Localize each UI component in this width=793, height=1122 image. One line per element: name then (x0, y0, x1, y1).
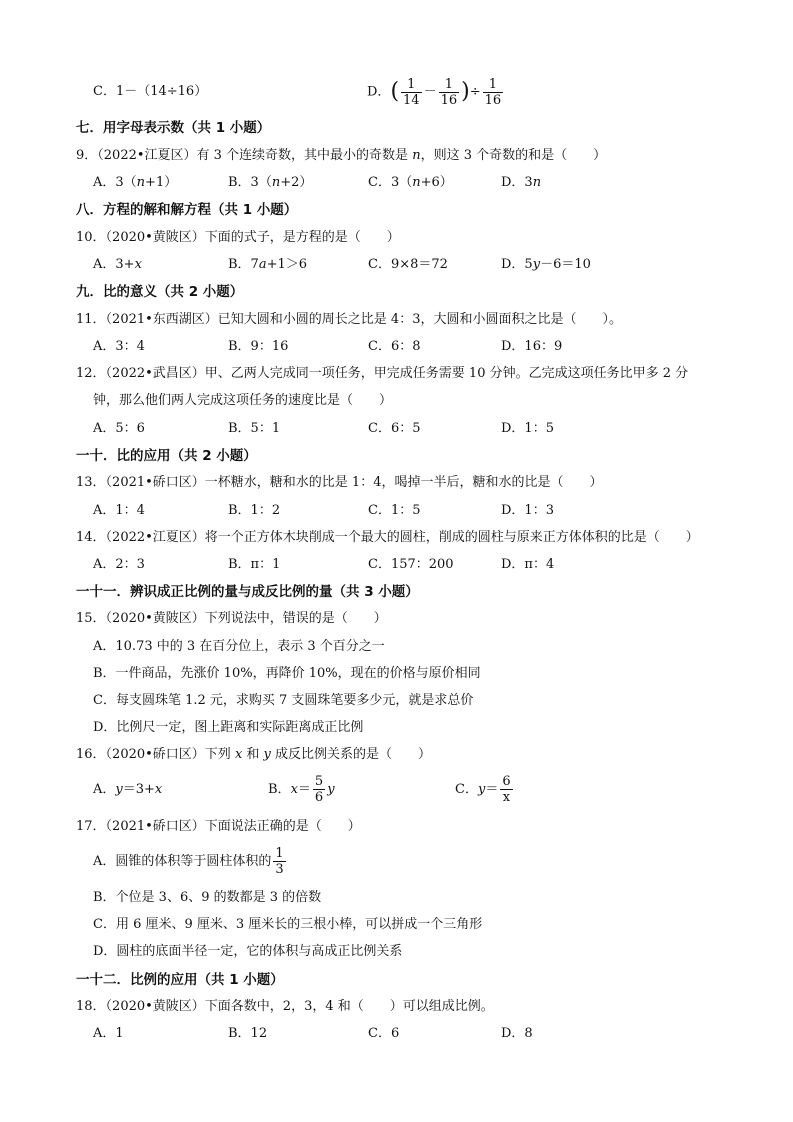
section-heading-12: 一十二．比例的应用（共 1 小题） (76, 972, 284, 988)
q14-option-c: C．157：200 (368, 557, 454, 572)
q11-option-b: B．9：16 (228, 339, 289, 354)
q13-option-a: A．1：4 (93, 503, 145, 518)
question-18-stem: 18．（2020•黄陂区）下面各数中，2，3，4 和（ ）可以组成比例。 (76, 999, 494, 1014)
q14-option-a: A．2：3 (93, 557, 145, 572)
q8-option-c: C．1－（14÷16） (93, 84, 208, 99)
question-11-stem: 11．（2021•东西湖区）已知大圆和小圆的周长之比是 4：3，大圆和小圆面积之比是（ ）。 (76, 312, 622, 327)
q17-option-a: A．圆锥的体积等于圆柱体积的 $\frac{1}{3}$ (93, 846, 284, 877)
q13-option-b: B．1：2 (228, 503, 281, 518)
q11-option-d: D．16：9 (501, 339, 563, 354)
question-14-stem: 14．（2022•江夏区）将一个正方体木块削成一个最大的圆柱，削成的圆柱与原来正方体体积的比是（ ） (76, 530, 699, 545)
q13-option-c: C．1：5 (368, 503, 421, 518)
q18-option-b: B．12 (228, 1026, 268, 1041)
q15-option-b: B．一件商品，先涨价 10%，再降价 10%，现在的价格与原价相同 (93, 666, 481, 681)
q10-option-b: B．7a+1＞6 (228, 257, 308, 272)
q12-option-d: D．1：5 (501, 421, 554, 436)
fraction: $\frac{1}{16}$ (484, 76, 502, 108)
fraction: $\frac{1}{3}$ (275, 846, 284, 877)
q9-option-d: D．3n (501, 175, 542, 190)
fraction: $\frac{5}{6}$ (314, 774, 324, 805)
q18-option-c: C．6 (368, 1026, 400, 1041)
section-heading-11: 一十一．辨识成正比例的量与成反比例的量（共 3 小题） (76, 584, 419, 600)
q12-option-b: B．5：1 (228, 421, 281, 436)
q13-option-d: D．1：3 (501, 503, 554, 518)
q18-option-d: D．8 (501, 1026, 533, 1041)
question-10-stem: 10．（2020•黄陂区）下面的式子，是方程的是（ ） (76, 230, 400, 245)
q16-option-b: B．x＝ $\frac{5}{6}$ y (268, 774, 335, 805)
question-13-stem: 13．（2021•硚口区）一杯糖水，糖和水的比是 1：4，喝掉一半后，糖和水的比是（ ） (76, 475, 603, 490)
section-heading-9: 九．比的意义（共 2 小题） (76, 284, 244, 300)
q16-option-a: A．y＝3+x (93, 782, 163, 797)
q12-option-c: C．6：5 (368, 421, 421, 436)
q15-option-d: D．比例尺一定，图上距离和实际距离成正比例 (93, 720, 364, 735)
fraction: $\frac{6}{x}$ (502, 774, 511, 805)
section-heading-8: 八．方程的解和解方程（共 1 小题） (76, 202, 298, 218)
q15-option-c: C．每支圆珠笔 1.2 元，求购买 7 支圆珠笔要多少元，就是求总价 (93, 693, 474, 708)
q9-option-c: C．3（n+6） (368, 175, 453, 190)
q12-option-a: A．5：6 (93, 421, 145, 436)
q11-option-a: A．3：4 (93, 339, 145, 354)
q11-option-c: C．6：8 (368, 339, 421, 354)
q18-option-a: A．1 (93, 1026, 124, 1041)
q17-option-b: B．个位是 3、6、9 的数都是 3 的倍数 (93, 890, 322, 905)
section-heading-10: 一十．比的应用（共 2 小题） (76, 448, 257, 464)
fraction: $\frac{1}{14}$ (403, 76, 420, 108)
question-17-stem: 17．（2021•硚口区）下面说法正确的是（ ） (76, 819, 361, 834)
q10-option-d: D．5y－6＝10 (501, 257, 591, 272)
q14-option-d: D．π：4 (501, 557, 555, 572)
q9-option-a: A．3（n+1） (93, 175, 178, 190)
q14-option-b: B．π：1 (228, 557, 281, 572)
question-16-stem: 16．（2020•硚口区）下列 x 和 y 成反比例关系的是（ ） (76, 747, 432, 762)
q10-option-a: A．3+x (93, 257, 142, 272)
question-12-stem-line1: 12．（2022•武昌区）甲、乙两人完成同一项任务，甲完成任务需要 10 分钟。乙完成这项任务比甲多 2 分 (76, 366, 689, 381)
question-15-stem: 15．（2020•黄陂区）下列说法中，错误的是（ ） (76, 611, 387, 626)
q17-option-d: D．圆柱的底面半径一定，它的体积与高成正比例关系 (93, 944, 403, 959)
q10-option-c: C．9×8＝72 (368, 257, 448, 272)
question-9-stem: 9．（2022•江夏区）有 3 个连续奇数，其中最小的奇数是 n，则这 3 个奇数的和是（ ） (76, 148, 607, 163)
q15-option-a: A．10.73 中的 3 在百分位上，表示 3 个百分之一 (93, 639, 385, 654)
q9-option-b: B．3（n+2） (228, 175, 313, 190)
question-12-stem-line2: 钟，那么他们两人完成这项任务的速度比是（ ） (93, 393, 393, 408)
section-heading-7: 七．用字母表示数（共 1 小题） (76, 120, 271, 136)
q16-option-c: C．y＝ $\frac{6}{x}$ (455, 774, 511, 805)
fraction: $\frac{1}{16}$ (440, 76, 458, 108)
q17-option-c: C．用 6 厘米、9 厘米、3 厘米长的三根小棒，可以拼成一个三角形 (93, 917, 483, 932)
q8-option-d: D．( $\frac{1}{14}$ － $\frac{1}{16}$ )÷ $\frac{1}{16}$ (367, 76, 502, 108)
